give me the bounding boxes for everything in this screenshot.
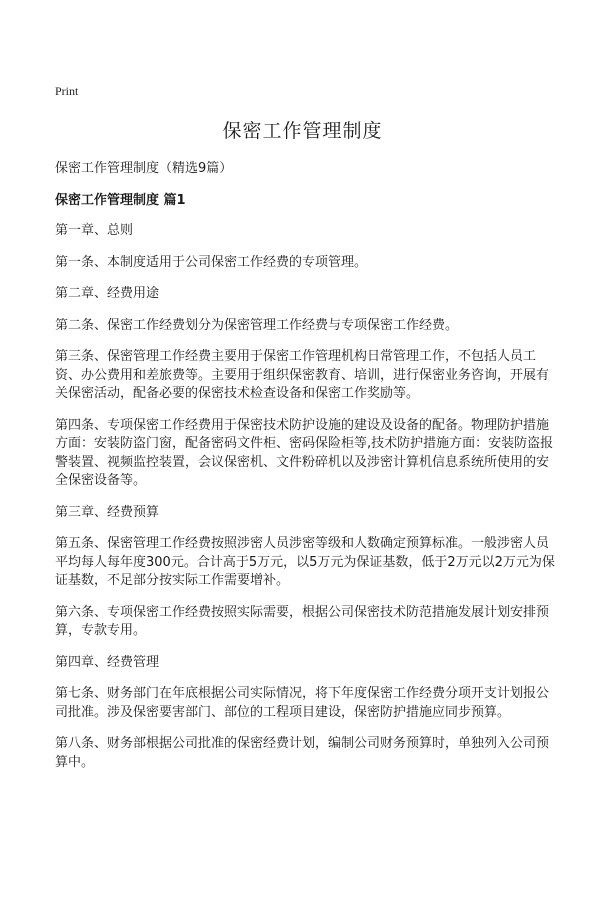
article-paragraph: 第六条、专项保密工作经费按照实际需要，根据公司保密技术防范措施发展计划安排预算，专款专用。 — [55, 604, 550, 638]
article-paragraph: 第七条、财务部门在年底根据公司实际情况，将下年度保密工作经费分项开支计划报公司批准。涉及保密要害部门、部位的工程项目建设，保密防护措施应同步预算。 — [55, 686, 550, 720]
article-paragraph: 第三条、保密管理工作经费主要用于保密工作管理机构日常管理工作，不包括人员工资、办公费用和差旅费等。主要用于组织保密教育、培训，进行保密业务咨询，开展有关保密活动，配备必要的保密技术检查设备和保密工作奖励等。 — [55, 349, 550, 401]
print-label: Print — [55, 84, 79, 98]
chapter-heading: 第四章、经费管理 — [55, 654, 160, 670]
document-title: 保密工作管理制度 — [222, 120, 383, 142]
article-paragraph: 第五条、保密管理工作经费按照涉密人员涉密等级和人数确定预算标准。一般涉密人员平均每人每年度300元。合计高于5万元，以5万元为保证基数，低于2万元以2万元为保证基数，不足部分按实际工作需要增补。 — [55, 536, 555, 588]
document-subtitle: 保密工作管理制度（精选9篇） — [55, 161, 233, 176]
article-paragraph: 第一条、本制度适用于公司保密工作经费的专项管理。 — [55, 254, 368, 270]
chapter-heading: 第二章、经费用途 — [55, 286, 160, 301]
article-paragraph: 第四条、专项保密工作经费用于保密技术防护设施的建设及设备的配备。物理防护措施方面：安装防盗门窗，配备密码文件柜、密码保险柜等,技术防护措施方面：安装防盗报警装置、视频监控装置，会议保密机、文件粉碎机以及涉密计算机信息系统所使用的安全保密设备等。 — [55, 417, 554, 488]
section-heading: 保密工作管理制度 篇1 — [55, 193, 186, 208]
article-paragraph: 第八条、财务部根据公司批准的保密经费计划，编制公司财务预算时，单独列入公司预算中。 — [55, 736, 550, 770]
chapter-heading: 第三章、经费预算 — [55, 504, 160, 520]
article-paragraph: 第二条、保密工作经费划分为保密管理工作经费与专项保密工作经费。 — [55, 317, 459, 333]
chapter-heading: 第一章、总则 — [55, 223, 134, 238]
